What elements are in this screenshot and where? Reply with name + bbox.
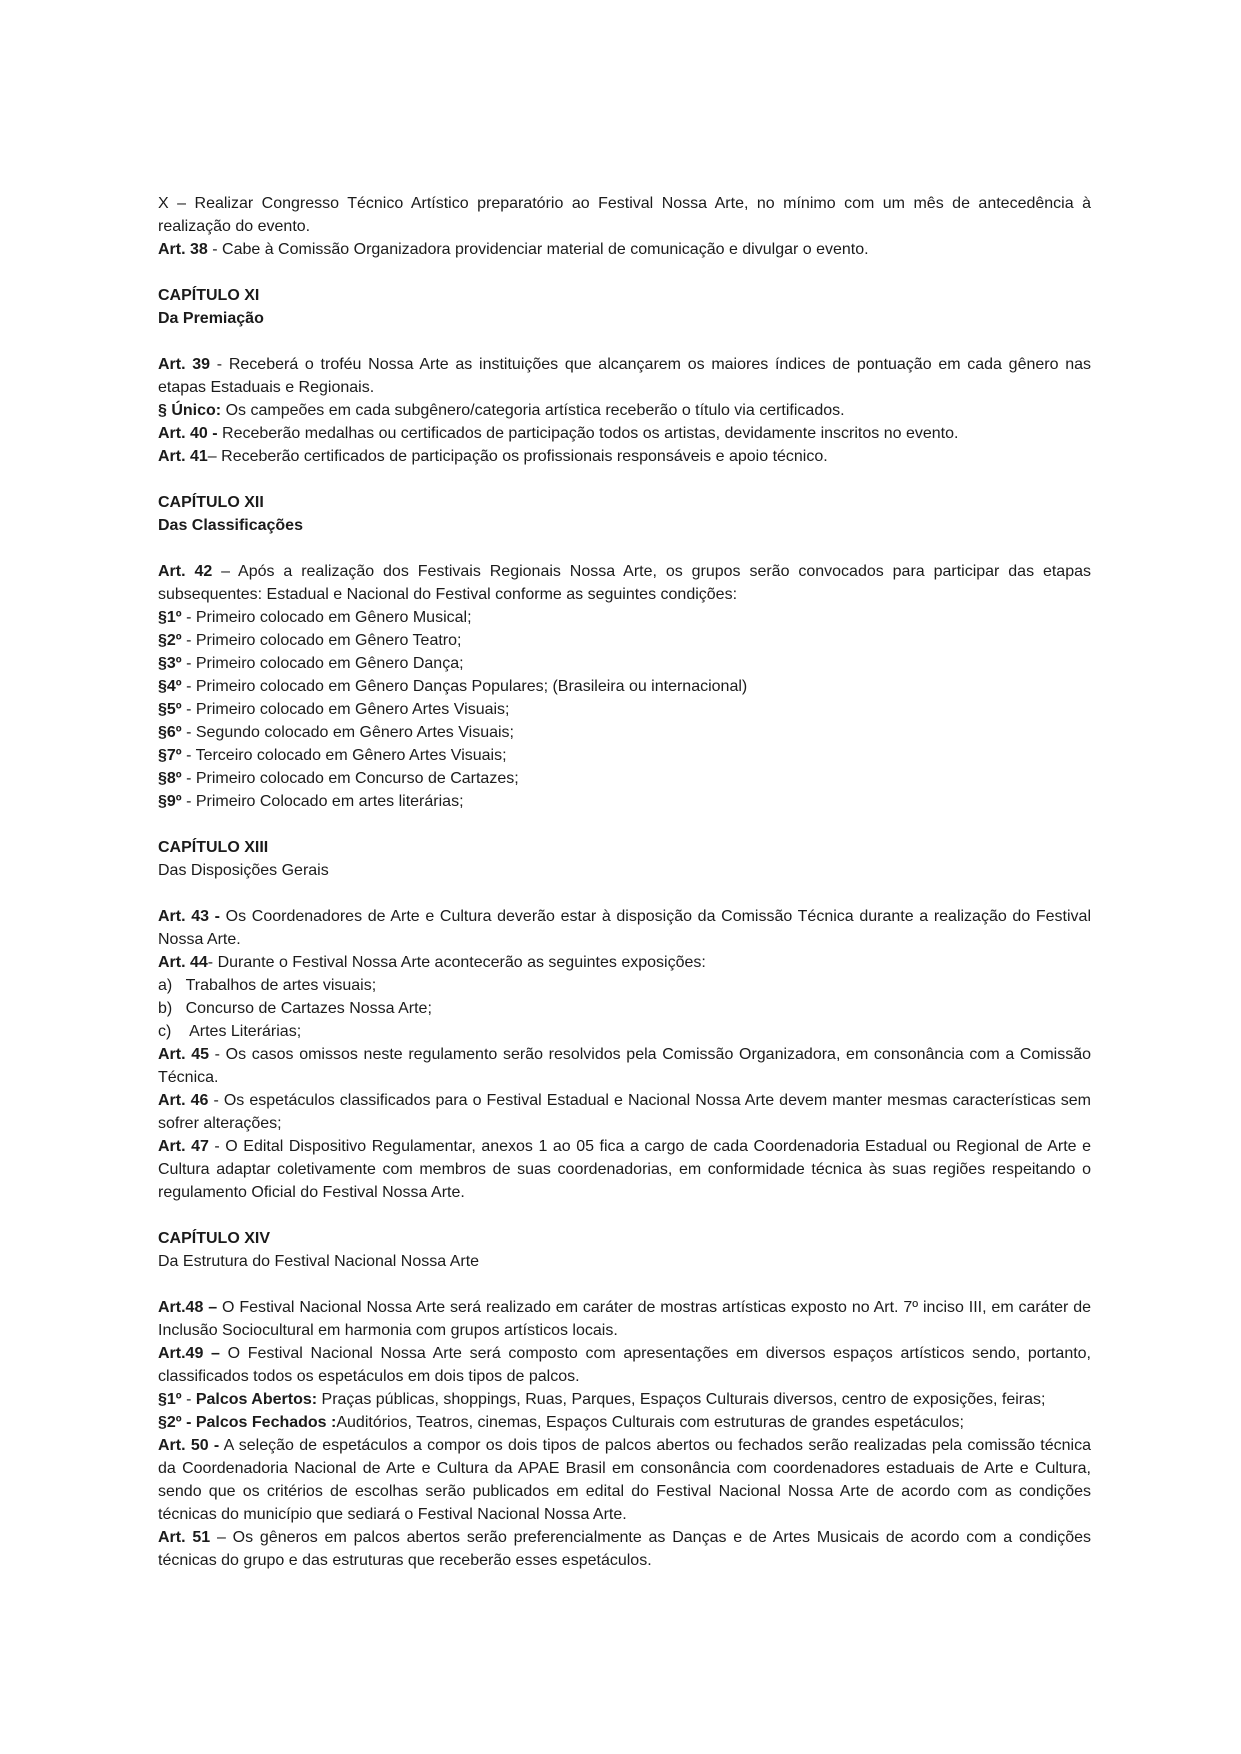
text-run: O Festival Nacional Nossa Arte será realizado em caráter de mostras artísticas exposto no Art. 7º inciso III, em caráter de Inclusão Sociocultural em harmonia com grupos artísticos locais. bbox=[158, 1299, 1091, 1339]
bold-run: Art. 41 bbox=[158, 448, 208, 465]
bold-run: CAPÍTULO XIV bbox=[158, 1230, 271, 1247]
paragraph-inciso-x bbox=[158, 192, 1091, 238]
text-run: Receberão medalhas ou certificados de participação todos os artistas, devidamente inscritos no evento. bbox=[217, 425, 959, 442]
blank-line bbox=[158, 537, 1091, 560]
paragraph-art-50 bbox=[158, 1434, 1091, 1526]
text-run: a) Trabalhos de artes visuais; bbox=[158, 977, 377, 994]
text-run: Da Estrutura do Festival Nacional Nossa Arte bbox=[158, 1253, 480, 1270]
paragraph-par-8 bbox=[158, 767, 1091, 790]
bold-run: Art. 51 bbox=[158, 1529, 211, 1546]
text-run: – Após a realização dos Festivais Regionais Nossa Arte, os grupos serão convocados para participar das etapas subsequentes: Estadual e Nacional do Festival conforme as seguintes condições: bbox=[158, 563, 1091, 603]
paragraph-art-39 bbox=[158, 353, 1091, 399]
paragraph-par-1-palcos-abertos bbox=[158, 1388, 1091, 1411]
document-content bbox=[158, 192, 1091, 1572]
text-run: - Primeiro colocado em Gênero Teatro; bbox=[181, 632, 462, 649]
bold-run: CAPÍTULO XIII bbox=[158, 839, 269, 856]
text-run: - Primeiro colocado em Gênero Artes Visuais; bbox=[181, 701, 510, 718]
paragraph-par-2 bbox=[158, 629, 1091, 652]
paragraph-art-44 bbox=[158, 951, 1091, 974]
text-run: - Cabe à Comissão Organizadora providenciar material de comunicação e divulgar o evento. bbox=[207, 241, 869, 258]
paragraph-art-41 bbox=[158, 445, 1091, 468]
blank-line bbox=[158, 468, 1091, 491]
paragraph-par-4 bbox=[158, 675, 1091, 698]
paragraph-par-1 bbox=[158, 606, 1091, 629]
bold-run: §6º bbox=[158, 724, 182, 741]
bold-run: §2º bbox=[158, 632, 182, 649]
text-run: - Os espetáculos classificados para o Festival Estadual e Nacional Nossa Arte devem manter mesmas características sem sofrer alterações; bbox=[158, 1092, 1092, 1132]
text-run: A seleção de espetáculos a compor os dois tipos de palcos abertos ou fechados serão realizadas pela comissão técnica da Coordenadoria Nacional de Arte e Cultura da APAE Brasil em consonância com coordenadores estaduais de Arte e Cultura, sendo que os critérios de escolhas serão publicados em edital do Festival Nacional Nossa Arte de acordo com as condições técnicas do município que sediará o Festival Nacional Nossa Arte. bbox=[158, 1437, 1091, 1523]
bold-run: Das Classificações bbox=[158, 517, 303, 534]
text-run: - Terceiro colocado em Gênero Artes Visuais; bbox=[181, 747, 507, 764]
bold-run: Palcos Abertos: bbox=[195, 1391, 318, 1408]
text-run: - O Edital Dispositivo Regulamentar, anexos 1 ao 05 fica a cargo de cada Coordenadoria Estadual ou Regional de Arte e Cultura adaptar coletivamente com membros de suas coordenadorias, em conformidade técnica às suas regiões respeitando o regulamento Oficial do Festival Nossa Arte. bbox=[158, 1138, 1091, 1201]
paragraph-art-40 bbox=[158, 422, 1091, 445]
paragraph-par-unico bbox=[158, 399, 1091, 422]
paragraph-art-45 bbox=[158, 1043, 1091, 1089]
text-run: Praças públicas, shoppings, Ruas, Parques, Espaços Culturais diversos, centro de exposições, feiras; bbox=[317, 1391, 1046, 1408]
blank-line bbox=[158, 882, 1091, 905]
text-run: - Primeiro Colocado em artes literárias; bbox=[181, 793, 464, 810]
bold-run: Art. 50 - bbox=[158, 1437, 220, 1454]
bold-run: Art. 38 bbox=[158, 241, 208, 258]
bold-run: § Único: bbox=[158, 402, 222, 419]
text-run: Os campeões em cada subgênero/categoria artística receberão o título via certificados. bbox=[221, 402, 845, 419]
text-run: Auditórios, Teatros, cinemas, Espaços Culturais com estruturas de grandes espetáculos; bbox=[336, 1414, 964, 1431]
bold-run: Art. 46 bbox=[158, 1092, 209, 1109]
blank-line bbox=[158, 1204, 1091, 1227]
chapter-heading-xiv bbox=[158, 1227, 1091, 1250]
paragraph-art-42 bbox=[158, 560, 1091, 606]
bold-run: Art. 39 bbox=[158, 356, 211, 373]
chapter-subtitle-xii bbox=[158, 514, 1091, 537]
bold-run: Art.48 – bbox=[158, 1299, 218, 1316]
chapter-subtitle-xiv bbox=[158, 1250, 1091, 1273]
text-run: - Primeiro colocado em Concurso de Cartazes; bbox=[181, 770, 519, 787]
bold-run: Art. 47 bbox=[158, 1138, 209, 1155]
text-run: c) Artes Literárias; bbox=[158, 1023, 302, 1040]
list-item-c bbox=[158, 1020, 1091, 1043]
bold-run: Art. 40 - bbox=[158, 425, 218, 442]
bold-run: §4º bbox=[158, 678, 182, 695]
bold-run: Art. 44 bbox=[158, 954, 208, 971]
chapter-subtitle-xiii bbox=[158, 859, 1091, 882]
text-run: Das Disposições Gerais bbox=[158, 862, 329, 879]
paragraph-par-6 bbox=[158, 721, 1091, 744]
text-run: - Receberá o troféu Nossa Arte as instituições que alcançarem os maiores índices de pontuação em cada gênero nas etapas Estaduais e Regionais. bbox=[158, 356, 1092, 396]
paragraph-par-9 bbox=[158, 790, 1091, 813]
text-run: - Primeiro colocado em Gênero Dança; bbox=[181, 655, 464, 672]
paragraph-par-7 bbox=[158, 744, 1091, 767]
bold-run: CAPÍTULO XI bbox=[158, 287, 260, 304]
blank-line bbox=[158, 813, 1091, 836]
text-run: b) Concurso de Cartazes Nossa Arte; bbox=[158, 1000, 432, 1017]
text-run: - Primeiro colocado em Gênero Musical; bbox=[181, 609, 472, 626]
paragraph-art-46 bbox=[158, 1089, 1091, 1135]
bold-run: §2º - Palcos Fechados : bbox=[158, 1414, 337, 1431]
bold-run: CAPÍTULO XII bbox=[158, 494, 264, 511]
blank-line bbox=[158, 261, 1091, 284]
text-run: - bbox=[181, 1391, 196, 1408]
chapter-heading-xiii bbox=[158, 836, 1091, 859]
bold-run: Art. 42 bbox=[158, 563, 213, 580]
paragraph-art-51 bbox=[158, 1526, 1091, 1572]
bold-run: §9º bbox=[158, 793, 182, 810]
paragraph-par-2-palcos-fechados bbox=[158, 1411, 1091, 1434]
text-run: X – Realizar Congresso Técnico Artístico preparatório ao Festival Nossa Arte, no mínimo com um mês de antecedência à realização do evento. bbox=[158, 195, 1091, 235]
bold-run: §3º bbox=[158, 655, 182, 672]
blank-line bbox=[158, 330, 1091, 353]
list-item-a bbox=[158, 974, 1091, 997]
bold-run: §8º bbox=[158, 770, 182, 787]
paragraph-art-43 bbox=[158, 905, 1091, 951]
blank-line bbox=[158, 1273, 1091, 1296]
bold-run: §1º bbox=[158, 1391, 182, 1408]
bold-run: Art. 45 bbox=[158, 1046, 210, 1063]
chapter-subtitle-xi bbox=[158, 307, 1091, 330]
list-item-b bbox=[158, 997, 1091, 1020]
bold-run: §1º bbox=[158, 609, 182, 626]
text-run: - Durante o Festival Nossa Arte acontecerão as seguintes exposições: bbox=[207, 954, 706, 971]
chapter-heading-xii bbox=[158, 491, 1091, 514]
paragraph-par-5 bbox=[158, 698, 1091, 721]
text-run: - Os casos omissos neste regulamento serão resolvidos pela Comissão Organizadora, em consonância com a Comissão Técnica. bbox=[158, 1046, 1092, 1086]
paragraph-art-49 bbox=[158, 1342, 1091, 1388]
bold-run: Art.49 – bbox=[158, 1345, 220, 1362]
bold-run: §7º bbox=[158, 747, 182, 764]
paragraph-par-3 bbox=[158, 652, 1091, 675]
paragraph-art-48 bbox=[158, 1296, 1091, 1342]
text-run: – Os gêneros em palcos abertos serão preferencialmente as Danças e de Artes Musicais de acordo com a condições técnicas do grupo e das estruturas que receberão esses espetáculos. bbox=[158, 1529, 1092, 1569]
bold-run: Art. 43 - bbox=[158, 908, 221, 925]
text-run: - Primeiro colocado em Gênero Danças Populares; (Brasileira ou internacional) bbox=[181, 678, 748, 695]
text-run: Os Coordenadores de Arte e Cultura deverão estar à disposição da Comissão Técnica durante a realização do Festival Nossa Arte. bbox=[158, 908, 1092, 948]
text-run: O Festival Nacional Nossa Arte será composto com apresentações em diversos espaços artísticos sendo, portanto, classificados todos os espetáculos em dois tipos de palcos. bbox=[158, 1345, 1092, 1385]
text-run: - Segundo colocado em Gênero Artes Visuais; bbox=[181, 724, 514, 741]
bold-run: Da Premiação bbox=[158, 310, 264, 327]
chapter-heading-xi bbox=[158, 284, 1091, 307]
paragraph-art-47 bbox=[158, 1135, 1091, 1204]
bold-run: §5º bbox=[158, 701, 182, 718]
text-run: – Receberão certificados de participação os profissionais responsáveis e apoio técnico. bbox=[207, 448, 828, 465]
paragraph-art-38 bbox=[158, 238, 1091, 261]
